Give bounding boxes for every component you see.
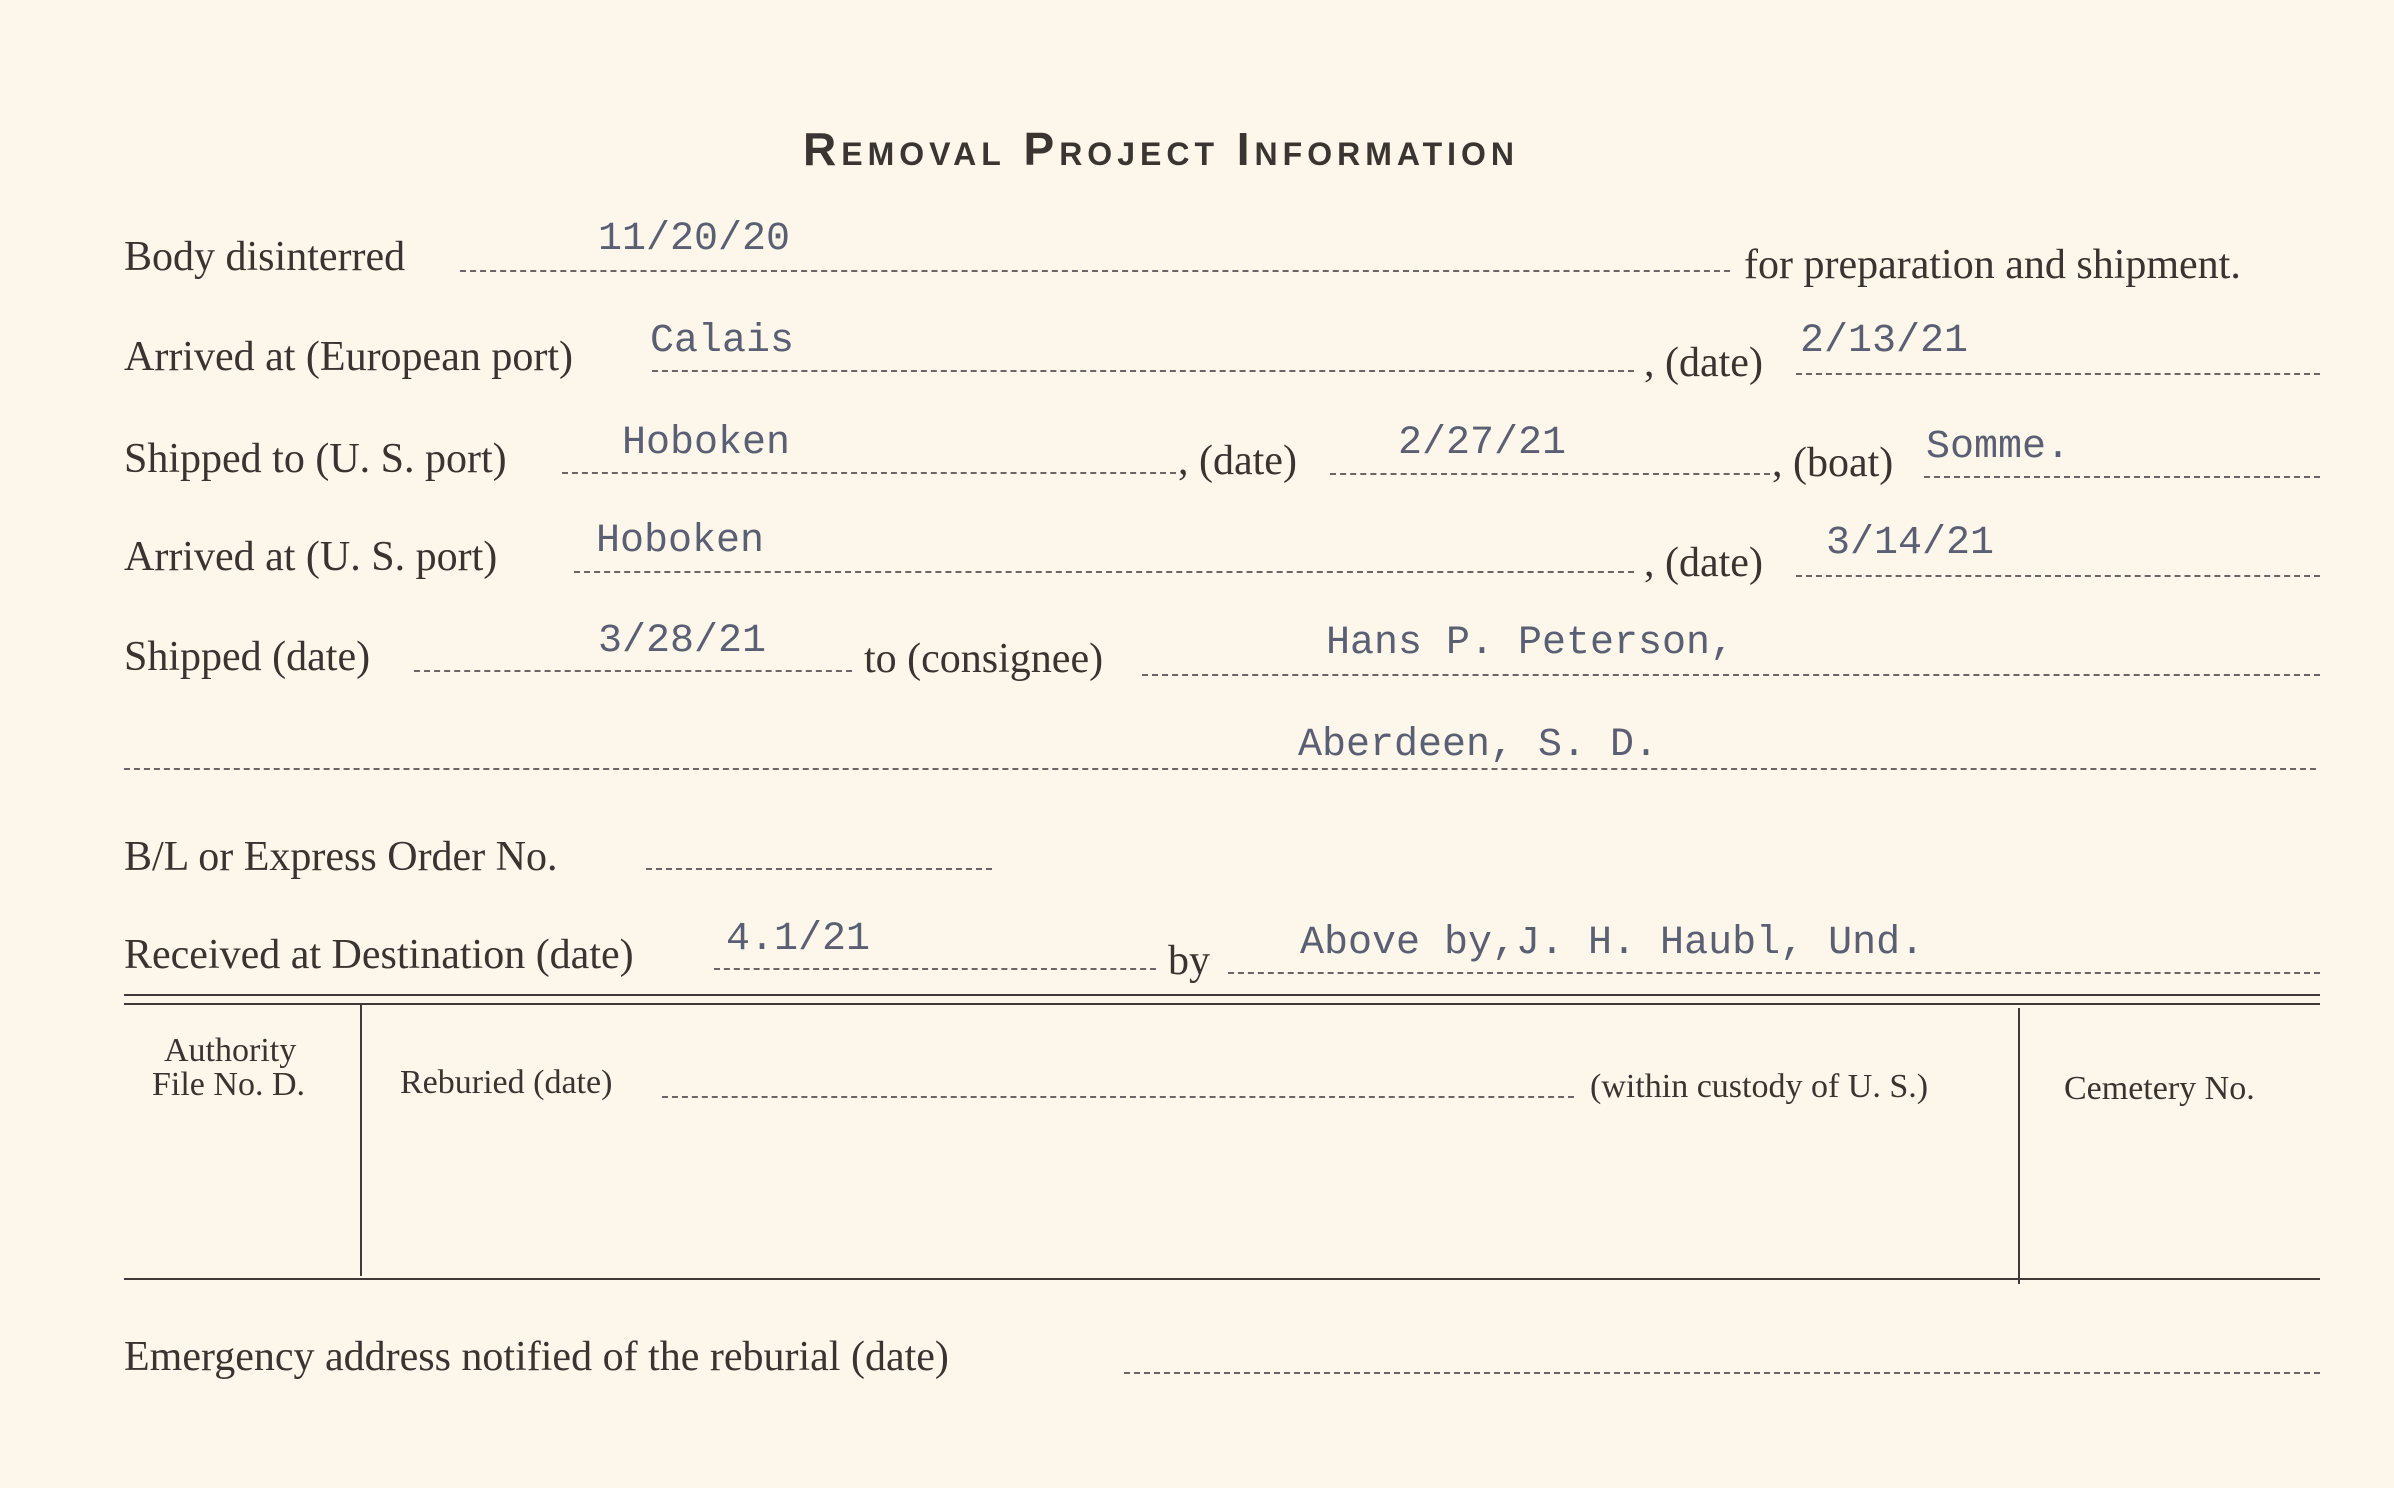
value-us-port-arrived: Hoboken [596,519,765,564]
divider-bottom [124,1278,2320,1280]
field-line-us-ship-date [1330,473,1770,475]
label-arrived-us-port: Arrived at (U. S. port) [124,534,498,580]
value-us-arrival-date: 3/14/21 [1826,521,1995,566]
label-shipped-date: Shipped (date) [124,634,371,680]
field-line-us-port-arrived [574,571,1634,573]
field-line-eu-port [652,370,1634,372]
label-eu-date: , (date) [1644,340,1763,386]
divider-left-column [360,1004,362,1276]
label-for-preparation: for preparation and shipment. [1744,242,2241,288]
label-received-at-destination: Received at Destination (date) [124,932,634,978]
label-us-ship-date: , (date) [1178,438,1297,484]
field-line-received-by [1228,972,2320,974]
label-to-consignee: to (consignee) [864,636,1104,682]
label-file-no: File No. D. [152,1066,305,1103]
field-line-us-port-shipped [562,472,1176,474]
value-us-ship-date: 2/27/21 [1398,421,1567,466]
label-body-disinterred: Body disinterred [124,234,406,280]
field-line-received-date [714,968,1156,970]
label-authority: Authority [164,1032,297,1069]
value-boat: Somme. [1926,425,2071,470]
field-line-eu-date [1796,373,2320,375]
value-shipped-date: 3/28/21 [598,619,767,664]
value-received-by: Above by,J. H. Haubl, Und. [1300,921,1925,966]
field-line-consignee [1142,674,2320,676]
divider-top-1 [124,994,2320,996]
field-line-boat [1924,476,2320,478]
field-line-shipped-date [414,670,852,672]
label-arrived-european-port: Arrived at (European port) [124,334,573,380]
value-consignee-name: Hans P. Peterson, [1326,621,1735,666]
label-shipped-to-us-port: Shipped to (U. S. port) [124,436,507,482]
field-line-reburied [662,1096,1574,1098]
value-consignee-address: Aberdeen, S. D. [1298,723,1659,768]
field-line-consignee-address [124,768,2316,770]
value-disinterred-date: 11/20/20 [598,217,791,262]
card-title: Removal Project Information [803,123,1520,175]
label-boat: , (boat) [1772,440,1894,486]
label-by: by [1168,938,1210,984]
label-within-custody: (within custody of U. S.) [1590,1068,1929,1105]
value-us-port-shipped: Hoboken [622,421,791,466]
label-emergency-address: Emergency address notified of the reburial (date) [124,1334,949,1380]
field-line-disinterred [460,270,1730,272]
field-line-us-arrival-date [1796,575,2320,577]
value-eu-port: Calais [650,319,795,364]
value-eu-date: 2/13/21 [1800,319,1969,364]
label-reburied-date: Reburied (date) [400,1064,613,1101]
label-cemetery-no: Cemetery No. [2064,1070,2255,1107]
value-received-date: 4.1/21 [726,917,871,962]
divider-right-column [2018,1008,2020,1284]
label-us-arrival-date: , (date) [1644,540,1763,586]
label-bl-express-order: B/L or Express Order No. [124,834,558,880]
field-line-emergency [1124,1372,2320,1374]
field-line-bl-order [646,868,992,870]
divider-top-2 [124,1003,2320,1005]
